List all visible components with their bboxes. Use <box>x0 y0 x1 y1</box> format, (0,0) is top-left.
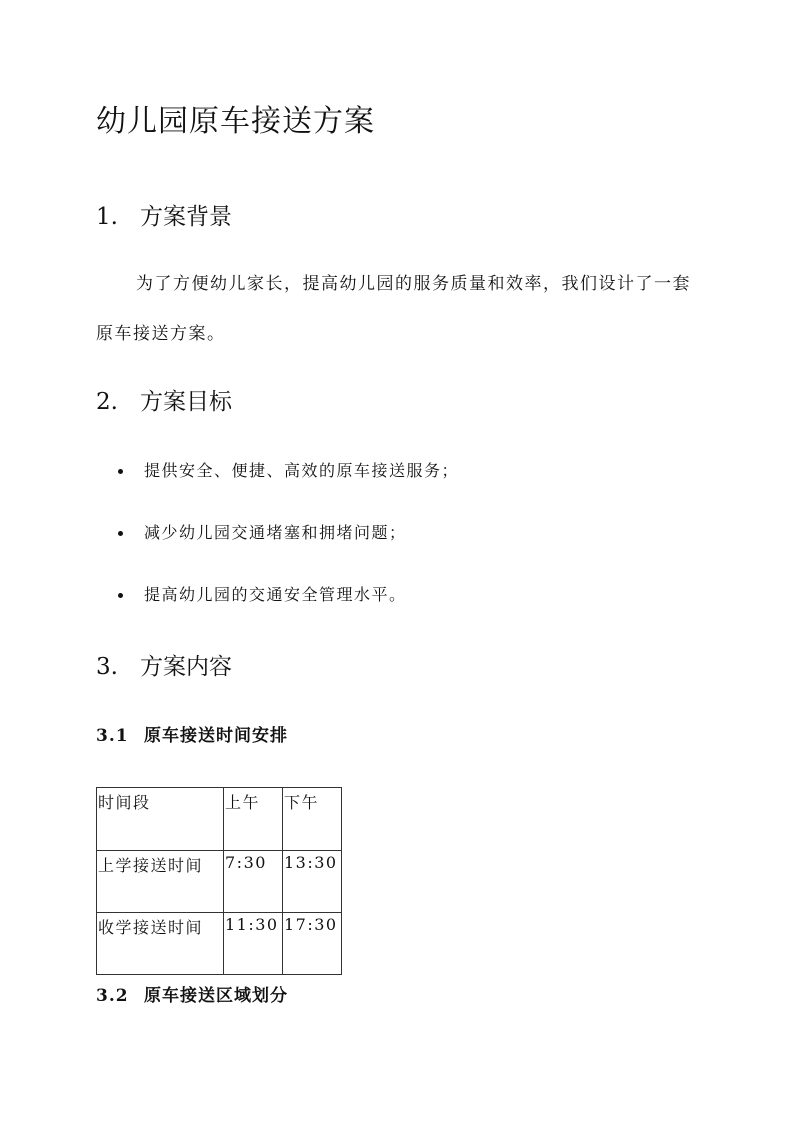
table-cell: 上学接送时间 <box>97 851 224 913</box>
subsection-3-1-title: 原车接送时间安排 <box>144 726 288 746</box>
section-1-paragraph: 为了方便幼儿家长，提高幼儿园的服务质量和效率，我们设计了一套原车接送方案。 <box>96 274 691 344</box>
table-cell: 17:30 <box>283 913 342 975</box>
schedule-table <box>96 787 342 975</box>
table-row <box>97 913 342 975</box>
list-item-text: 提供安全、便捷、高效的原车接送服务； <box>144 461 460 480</box>
subsection-3-2-heading <box>96 981 288 1006</box>
table-row <box>97 851 342 913</box>
table-cell: 收学接送时间 <box>97 913 224 975</box>
list-item-text: 提高幼儿园的交通安全管理水平。 <box>144 585 407 604</box>
table-cell: 时间段 <box>97 788 224 851</box>
list-item <box>96 583 459 645</box>
bullet-icon <box>118 469 123 474</box>
bullet-icon <box>118 593 123 598</box>
subsection-3-2-title: 原车接送区域划分 <box>144 986 288 1006</box>
list-item <box>96 459 459 521</box>
section-3-heading <box>96 648 232 681</box>
section-1-title: 方案背景 <box>140 204 232 230</box>
section-2-heading <box>96 383 232 416</box>
bullet-icon <box>118 531 123 536</box>
section-3-number: 3. <box>96 654 118 680</box>
subsection-3-1-heading <box>96 721 288 746</box>
goals-list <box>96 459 459 645</box>
section-2-title: 方案目标 <box>140 389 232 415</box>
table-cell: 13:30 <box>283 851 342 913</box>
list-item-text: 减少幼儿园交通堵塞和拥堵问题； <box>144 523 407 542</box>
table-cell: 7:30 <box>224 851 283 913</box>
section-1-number: 1. <box>96 204 118 230</box>
table-cell: 上午 <box>224 788 283 851</box>
document-title: 幼儿园原车接送方案 <box>96 104 375 139</box>
section-2-number: 2. <box>96 389 118 415</box>
section-1-heading <box>96 198 232 231</box>
table-cell: 11:30 <box>224 913 283 975</box>
subsection-3-1-number: 3.1 <box>96 726 129 746</box>
subsection-3-2-number: 3.2 <box>96 986 129 1006</box>
list-item <box>96 521 459 583</box>
table-header-row <box>97 788 342 851</box>
table-cell: 下午 <box>283 788 342 851</box>
section-3-title: 方案内容 <box>140 654 232 680</box>
